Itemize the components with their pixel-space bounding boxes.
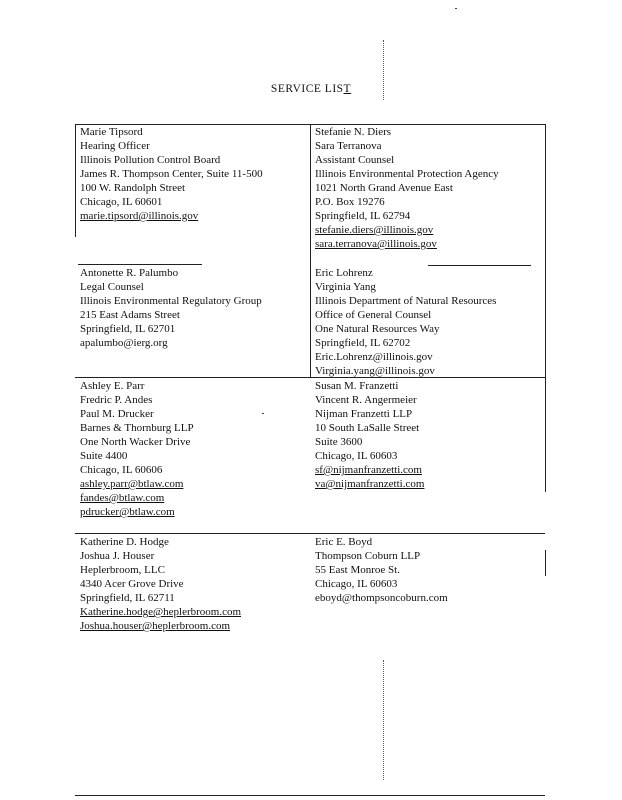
scan-artifact-bottom — [383, 660, 385, 780]
entry-line: Virginia Yang — [315, 281, 376, 293]
entry-line: 4340 Acer Grove Drive — [80, 578, 184, 590]
entry-line: 55 East Monroe St. — [315, 564, 400, 576]
entry-line: eboyd@thompsoncoburn.com — [315, 592, 448, 604]
entry-line: Nijman Franzetti LLP — [315, 408, 413, 420]
service-entry — [80, 535, 241, 633]
entry-line: Chicago, IL 60603 — [315, 450, 398, 462]
entry-line: Springfield, IL 62711 — [80, 592, 175, 604]
entry-line: James R. Thompson Center, Suite 11-500 — [80, 168, 263, 180]
entry-line: Legal Counsel — [80, 281, 144, 293]
entry-line: Fredric P. Andes — [80, 394, 153, 406]
column-divider — [310, 124, 311, 377]
email-link[interactable]: va@nijmanfranzetti.com — [315, 478, 425, 490]
service-entry — [80, 379, 194, 519]
entry-line: Susan M. Franzetti — [315, 380, 399, 392]
email-link[interactable]: sf@nijmanfranzetti.com — [315, 464, 422, 476]
entry-line: Springfield, IL 62794 — [315, 210, 411, 222]
entry-line: Assistant Counsel — [315, 154, 395, 166]
entry-line: Illinois Environmental Regulatory Group — [80, 295, 262, 307]
email-link[interactable]: sara.terranova@illinois.gov — [315, 238, 437, 250]
scan-speck — [455, 8, 457, 9]
email-link[interactable]: fandes@btlaw.com — [80, 492, 165, 504]
entry-line: Paul M. Drucker — [80, 408, 154, 420]
page-bottom-rule — [75, 795, 545, 796]
title-text: SERVICE LIS — [270, 83, 344, 95]
email-link[interactable]: pdrucker@btlaw.com — [80, 506, 175, 518]
entry-line: Suite 4400 — [80, 450, 128, 462]
entry-line: Ashley E. Parr — [80, 380, 145, 392]
entry-line: P.O. Box 19276 — [315, 196, 385, 208]
entry-line: Antonette R. Palumbo — [80, 267, 179, 279]
service-entry — [315, 266, 496, 378]
scan-artifact-top — [383, 40, 385, 100]
service-entry — [315, 379, 424, 491]
entry-line: Chicago, IL 60601 — [80, 196, 163, 208]
email-link[interactable]: stefanie.diers@illinois.gov — [315, 224, 434, 236]
entry-line: Chicago, IL 60606 — [80, 464, 163, 476]
entry-line: Chicago, IL 60603 — [315, 578, 398, 590]
entry-line: Barnes & Thornburg LLP — [80, 422, 194, 434]
entry-line: Springfield, IL 62702 — [315, 337, 411, 349]
entry-line: Suite 3600 — [315, 436, 363, 448]
service-entry — [315, 535, 448, 605]
service-list-title — [0, 83, 622, 95]
entry-line: Marie Tipsord — [80, 126, 143, 138]
row-divider — [75, 533, 545, 534]
entry-line: Hearing Officer — [80, 140, 150, 152]
table-right-border-lower — [545, 550, 546, 576]
entry-line: Vincent R. Angermeier — [315, 394, 417, 406]
table-right-border — [545, 124, 546, 492]
email-link[interactable]: Joshua.houser@heplerbroom.com — [80, 620, 231, 632]
table-left-border — [75, 124, 76, 237]
entry-line: Illinois Department of Natural Resources — [315, 295, 497, 307]
entry-line: Illinois Environmental Protection Agency — [315, 168, 499, 180]
entry-line: 100 W. Randolph Street — [80, 182, 186, 194]
entry-line: Eric.Lohrenz@illinois.gov — [315, 351, 433, 363]
entry-line: apalumbo@ierg.org — [80, 337, 168, 349]
service-entry — [80, 266, 262, 350]
entry-line: Katherine D. Hodge — [80, 536, 169, 548]
entry-line: 10 South LaSalle Street — [315, 422, 420, 434]
cell-rule — [78, 264, 202, 265]
entry-line: 215 East Adams Street — [80, 309, 180, 321]
entry-line: One Natural Resources Way — [315, 323, 440, 335]
entry-line: Sara Terranova — [315, 140, 382, 152]
entry-line: Joshua J. Houser — [80, 550, 155, 562]
scan-speck — [262, 413, 264, 414]
entry-line: One North Wacker Drive — [80, 436, 191, 448]
entry-line: Office of General Counsel — [315, 309, 432, 321]
entry-line: Stefanie N. Diers — [315, 126, 392, 138]
service-entry — [315, 125, 499, 251]
entry-line: Eric Lohrenz — [315, 267, 373, 279]
entry-line: Springfield, IL 62701 — [80, 323, 176, 335]
entry-line: 1021 North Grand Avenue East — [315, 182, 453, 194]
entry-line: Eric E. Boyd — [315, 536, 373, 548]
entry-line: Virginia.yang@illinois.gov — [315, 365, 435, 377]
email-link[interactable]: Katherine.hodge@heplerbroom.com — [80, 606, 242, 618]
email-link[interactable]: marie.tipsord@illinois.gov — [80, 210, 199, 222]
service-entry — [80, 125, 263, 223]
entry-line: Illinois Pollution Control Board — [80, 154, 221, 166]
entry-line: Heplerbroom, LLC — [80, 564, 165, 576]
email-link[interactable]: ashley.parr@btlaw.com — [80, 478, 184, 490]
title-text-last: T — [343, 83, 352, 95]
entry-line: Thompson Coburn LLP — [315, 550, 421, 562]
